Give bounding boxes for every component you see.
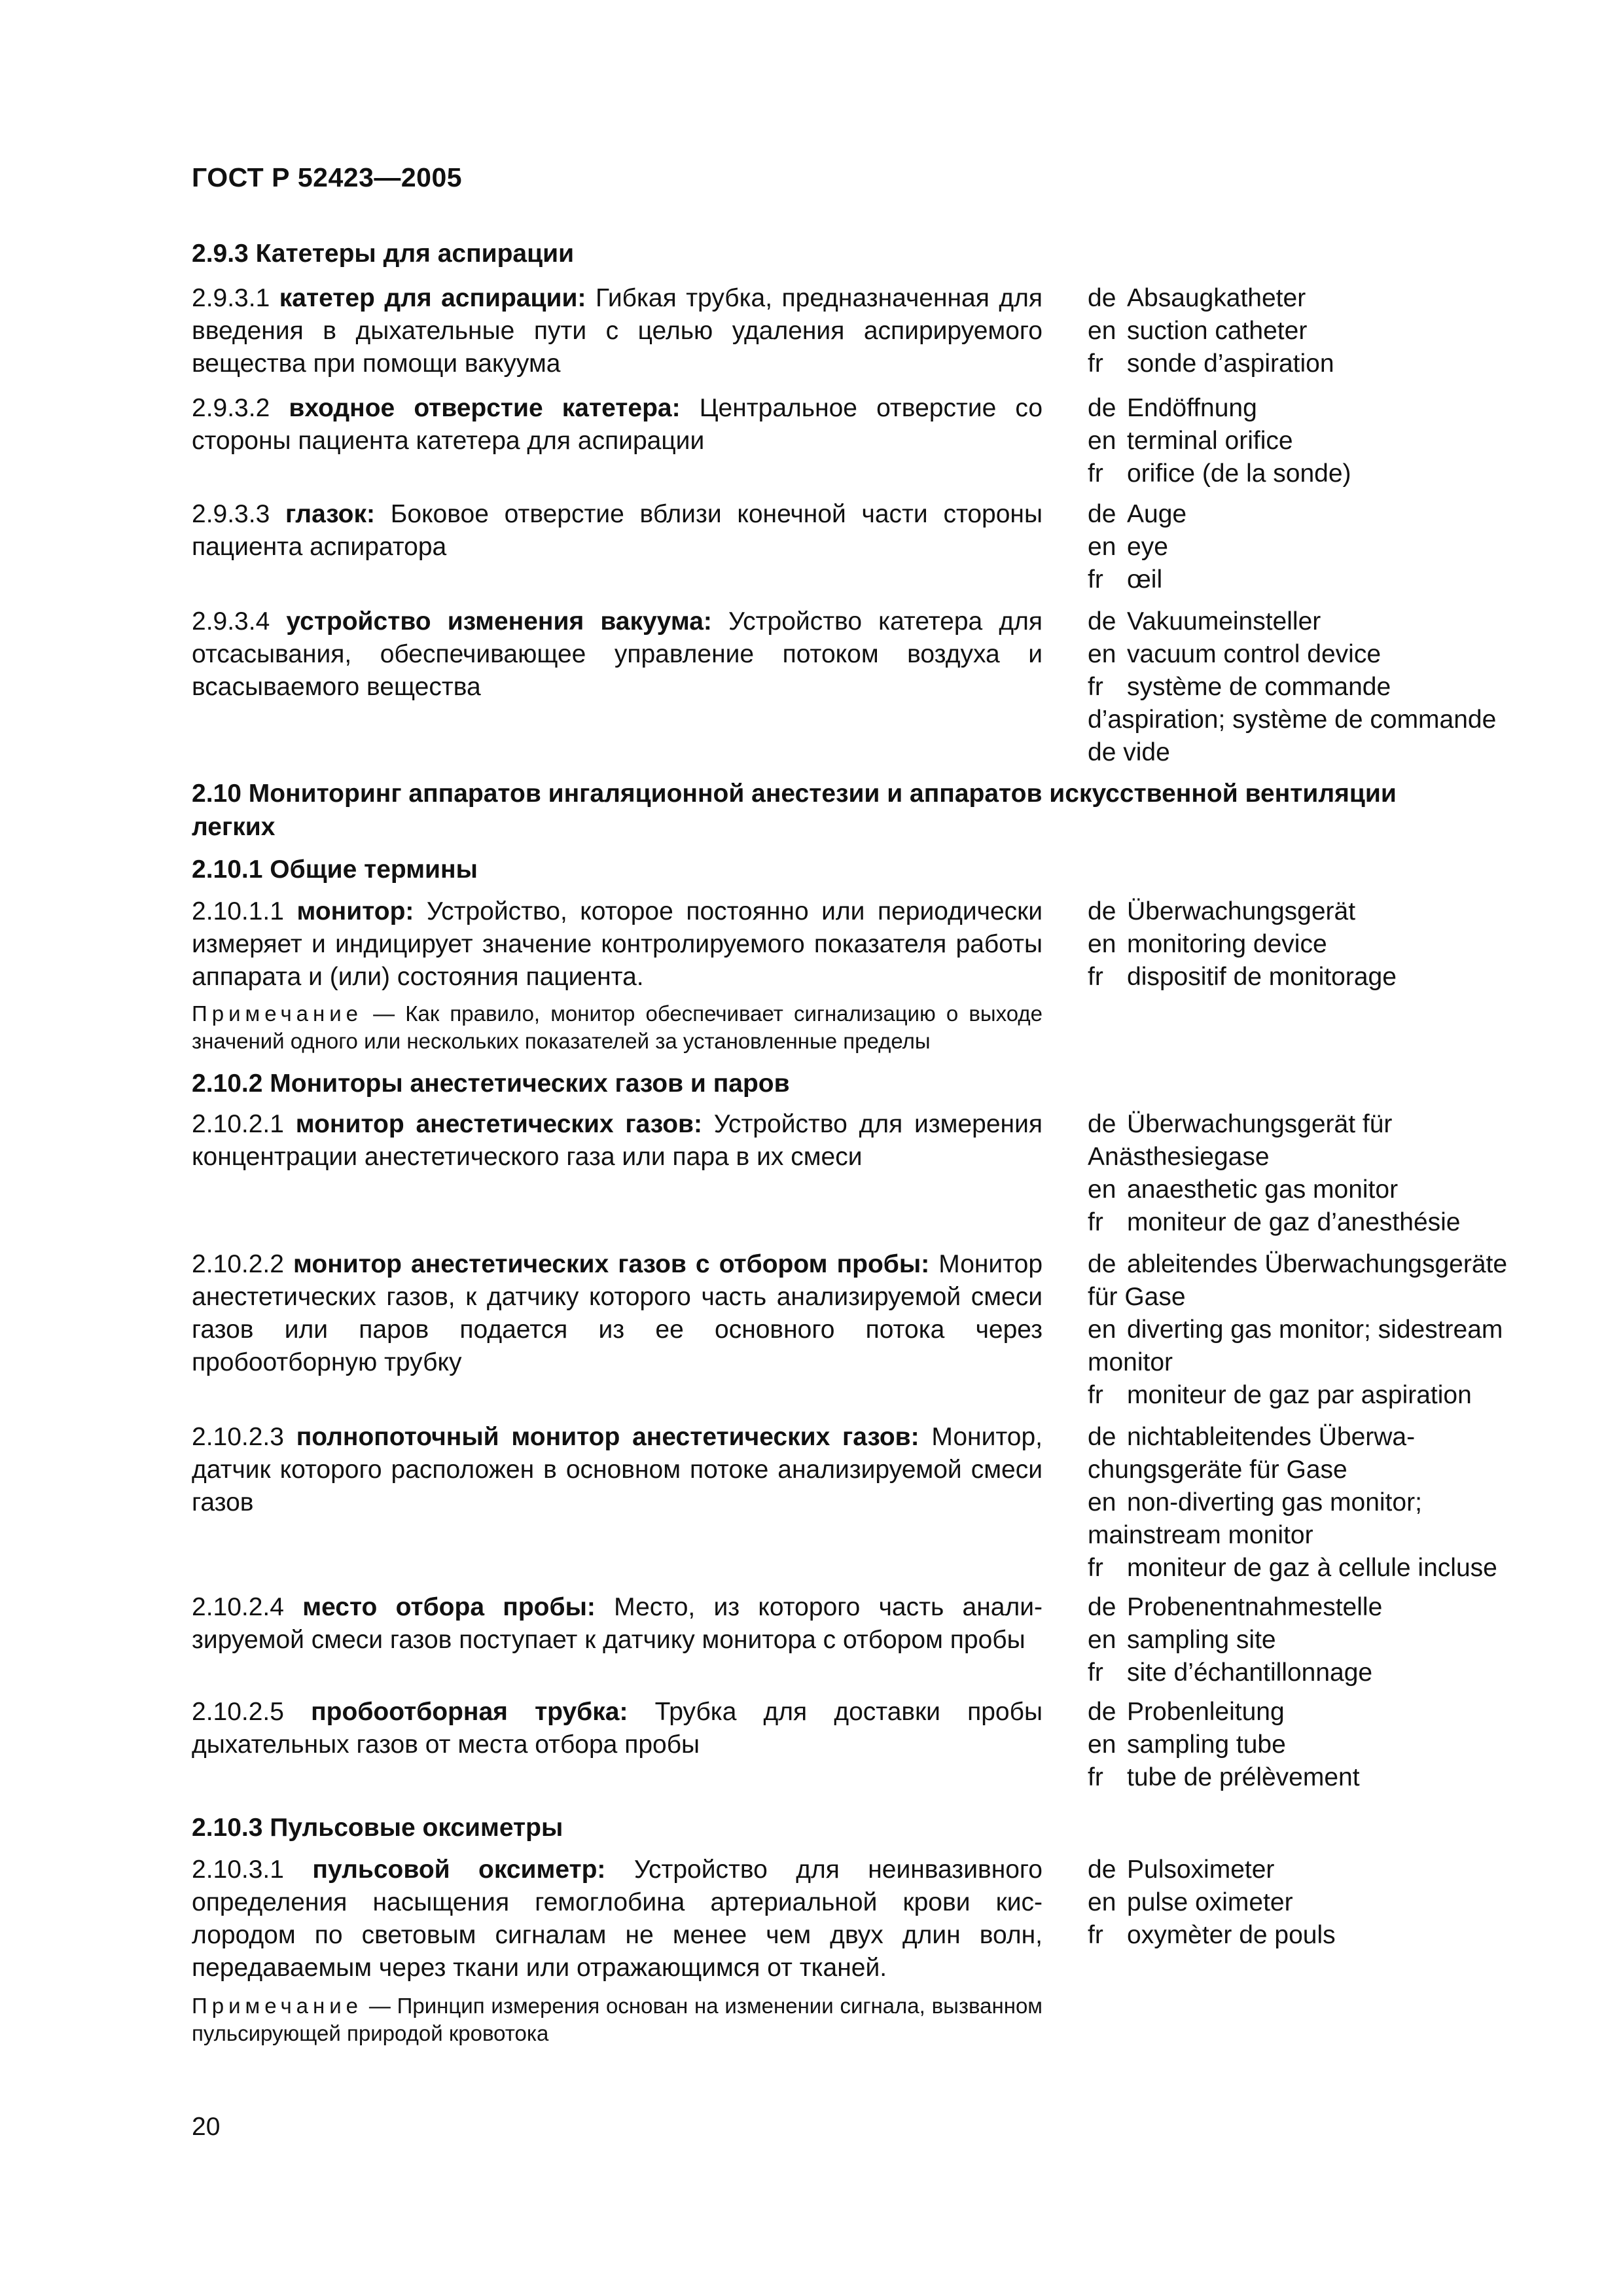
equivalent-line	[1088, 1141, 1539, 1174]
language-code: fr	[1088, 1921, 1103, 1949]
language-code: en	[1088, 1626, 1116, 1654]
document-body	[192, 237, 1540, 2047]
note-text: — Принцип измерения основан на изменении сигнала, вызванном пульсирующей природой кровотока	[192, 1994, 1043, 2045]
equivalent-term: Endöffnung	[1127, 394, 1257, 422]
language-code: de	[1088, 394, 1116, 422]
equivalent-line	[1088, 1281, 1539, 1314]
equivalent-term: site d’échantillonnage	[1127, 1659, 1373, 1687]
equivalent-line	[1088, 282, 1539, 315]
definition-text: Место, из которого часть анализируемой смеси газов поступает к датчику монитора с отбором пробы	[192, 1593, 1043, 1654]
language-code: fr	[1088, 673, 1103, 701]
equivalent-term: diverting gas monitor; sidestream	[1127, 1316, 1503, 1344]
term-entry	[192, 392, 1540, 490]
equivalent-term: sampling site	[1127, 1626, 1276, 1654]
equivalent-line	[1088, 1591, 1539, 1624]
equivalent-term: suction catheter	[1127, 317, 1308, 345]
equivalent-line	[1088, 736, 1539, 769]
document-header: ГОСТ Р 52423—2005	[192, 162, 463, 192]
term-entry	[192, 282, 1540, 380]
foreign-equivalents	[1088, 895, 1539, 994]
term-name: пульсовой оксиметр:	[312, 1856, 606, 1884]
equivalent-line	[1088, 1454, 1539, 1486]
term-number: 2.9.3.4	[192, 607, 270, 636]
equivalent-line	[1088, 1854, 1539, 1886]
term-entry	[192, 605, 1540, 769]
equivalent-term: sonde d’aspiration	[1127, 350, 1334, 378]
equivalent-line	[1088, 392, 1539, 425]
term-entry	[192, 1696, 1540, 1794]
equivalent-term: mainstream monitor	[1088, 1521, 1313, 1549]
equivalent-line	[1088, 1552, 1539, 1585]
equivalent-line	[1088, 1174, 1539, 1206]
note-label: Примечание	[192, 1994, 363, 2018]
language-code: en	[1088, 1888, 1116, 1916]
equivalent-line	[1088, 1206, 1539, 1239]
equivalent-line	[1088, 605, 1539, 638]
term-name: монитор анестетических газов:	[295, 1110, 702, 1138]
section-heading: 2.10.2 Мониторы анестетических газов и паров	[192, 1069, 790, 1098]
term-definition	[192, 282, 1043, 380]
equivalent-term: monitoring device	[1127, 930, 1327, 958]
term-definition	[192, 1591, 1043, 1657]
equivalent-line	[1088, 961, 1539, 994]
term-entry	[192, 895, 1540, 994]
language-code: de	[1088, 1856, 1116, 1884]
page-number: 20	[192, 2113, 221, 2141]
definition-text: Боковое отверстие вблизи конечной части стороны пациента аспиратора	[192, 500, 1043, 561]
language-code: de	[1088, 1593, 1116, 1621]
language-code: en	[1088, 640, 1116, 668]
term-number: 2.10.2.4	[192, 1593, 284, 1621]
equivalent-term: moniteur de gaz à cellule incluse	[1127, 1554, 1497, 1582]
equivalent-term: Absaugkatheter	[1127, 284, 1306, 312]
foreign-equivalents	[1088, 1248, 1539, 1412]
equivalent-term: anaesthetic gas monitor	[1127, 1175, 1399, 1204]
equivalent-line	[1088, 1919, 1539, 1952]
language-code: de	[1088, 1698, 1116, 1726]
foreign-equivalents	[1088, 282, 1539, 380]
equivalent-line	[1088, 895, 1539, 928]
language-code: en	[1088, 533, 1116, 561]
language-code: fr	[1088, 1554, 1103, 1582]
equivalent-term: Probenleitung	[1127, 1698, 1285, 1726]
term-entry	[192, 498, 1540, 596]
language-code: fr	[1088, 1208, 1103, 1236]
definition-text: Устройство для неинвазивного определения насыщения гемоглобина артериальной крови кислородом по световым сигналам не менее чем двух длин волн, передаваемым через ткани или отражающимся от тканей.	[192, 1856, 1043, 1982]
equivalent-term: moniteur de gaz par aspiration	[1127, 1381, 1472, 1409]
definition-text: Монитор анестетических газов, к датчику которого часть анализируемой смеси газов или паров подается из ее основного потока через пробоотборную трубку	[192, 1250, 1043, 1376]
term-name: устройство изменения вакуума:	[286, 607, 712, 636]
equivalent-term: nichtableitendes Überwa-	[1127, 1423, 1416, 1451]
equivalent-term: Überwachungsgerät	[1127, 897, 1356, 925]
equivalent-line	[1088, 315, 1539, 348]
language-code: fr	[1088, 350, 1103, 378]
language-code: fr	[1088, 459, 1103, 488]
language-code: en	[1088, 1316, 1116, 1344]
definition-text: Гибкая трубка, предназначенная для введения в дыхательные пути с целью удаления аспирируемого вещества при помощи вакуума	[192, 284, 1043, 378]
equivalent-line	[1088, 1696, 1539, 1729]
term-number: 2.10.2.5	[192, 1698, 284, 1726]
equivalent-term: moniteur de gaz d’anesthésie	[1127, 1208, 1461, 1236]
equivalent-line	[1088, 1486, 1539, 1519]
equivalent-term: Auge	[1127, 500, 1187, 528]
equivalent-line	[1088, 457, 1539, 490]
equivalent-term: monitor	[1088, 1348, 1173, 1376]
term-definition	[192, 605, 1043, 704]
language-code: fr	[1088, 1659, 1103, 1687]
equivalent-line	[1088, 531, 1539, 564]
foreign-equivalents	[1088, 498, 1539, 596]
equivalent-term: Probenentnahmestelle	[1127, 1593, 1383, 1621]
term-entry	[192, 1591, 1540, 1689]
term-name: монитор анестетических газов с отбором пробы:	[293, 1250, 930, 1278]
equivalent-term: sampling tube	[1127, 1731, 1286, 1759]
term-number: 2.10.2.3	[192, 1423, 284, 1451]
equivalent-line	[1088, 348, 1539, 380]
equivalent-term: terminal orifice	[1127, 427, 1293, 455]
language-code: de	[1088, 1110, 1116, 1138]
language-code: de	[1088, 1423, 1116, 1451]
language-code: en	[1088, 1731, 1116, 1759]
equivalent-term: système de commande	[1127, 673, 1391, 701]
language-code: de	[1088, 897, 1116, 925]
language-code: en	[1088, 930, 1116, 958]
equivalent-line	[1088, 1314, 1539, 1346]
equivalent-line	[1088, 498, 1539, 531]
term-definition	[192, 1248, 1043, 1379]
equivalent-line	[1088, 1624, 1539, 1657]
equivalent-line	[1088, 1421, 1539, 1454]
equivalent-line	[1088, 1248, 1539, 1281]
term-number: 2.10.2.1	[192, 1110, 284, 1138]
foreign-equivalents	[1088, 1696, 1539, 1794]
term-definition	[192, 392, 1043, 457]
equivalent-line	[1088, 704, 1539, 736]
definition-text: Центральное отверстие со стороны пациента катетера для аспирации	[192, 394, 1043, 455]
term-definition	[192, 1854, 1043, 1984]
section-heading: 2.10.3 Пульсовые оксиметры	[192, 1814, 563, 1842]
language-code: de	[1088, 284, 1116, 312]
language-code: de	[1088, 607, 1116, 636]
equivalent-line	[1088, 1729, 1539, 1761]
note-text: — Как правило, монитор обеспечивает сигнализацию о выходе значений одного или нескольких показателей за установленные пределы	[192, 1001, 1043, 1053]
section-heading: 2.10 Мониторинг аппаратов ингаляционной анестезии и аппаратов искусственной вентиляции легких	[192, 780, 1397, 841]
language-code: en	[1088, 427, 1116, 455]
equivalent-term: für Gase	[1088, 1283, 1186, 1311]
term-name: пробоотборная трубка:	[311, 1698, 628, 1726]
term-name: монитор:	[296, 897, 414, 925]
term-number: 2.10.3.1	[192, 1856, 284, 1884]
equivalent-term: ableitendes Überwachungsgeräte	[1127, 1250, 1508, 1278]
equivalent-term: d’aspiration; système de commande	[1088, 706, 1497, 734]
term-name: место отбора пробы:	[302, 1593, 596, 1621]
term-entry	[192, 1108, 1540, 1239]
term-definition	[192, 498, 1043, 564]
term-definition	[192, 895, 1043, 994]
equivalent-line	[1088, 1761, 1539, 1794]
term-definition	[192, 1696, 1043, 1761]
language-code: en	[1088, 1488, 1116, 1516]
term-name: входное отверстие катетера:	[289, 394, 681, 422]
equivalent-term: orifice (de la sonde)	[1127, 459, 1351, 488]
note	[192, 1992, 1043, 2047]
foreign-equivalents	[1088, 1591, 1539, 1689]
equivalent-term: pulse oximeter	[1127, 1888, 1293, 1916]
term-number: 2.10.2.2	[192, 1250, 284, 1278]
term-entry	[192, 1854, 1540, 1984]
language-code: en	[1088, 317, 1116, 345]
equivalent-term: Anästhesiegase	[1088, 1143, 1270, 1171]
equivalent-line	[1088, 671, 1539, 704]
term-entry	[192, 1421, 1540, 1585]
equivalent-line	[1088, 1346, 1539, 1379]
definition-text: Устройство катетера для отсасывания, обеспечивающее управление потоком воздуха и всасываемого вещества	[192, 607, 1043, 701]
equivalent-line	[1088, 1519, 1539, 1552]
equivalent-line	[1088, 1108, 1539, 1141]
section-heading: 2.10.1 Общие термины	[192, 855, 478, 884]
equivalent-term: non-diverting gas monitor;	[1127, 1488, 1422, 1516]
term-name: глазок:	[285, 500, 375, 528]
foreign-equivalents	[1088, 1108, 1539, 1239]
language-code: fr	[1088, 565, 1103, 594]
equivalent-term: tube de prélèvement	[1127, 1763, 1360, 1791]
term-definition	[192, 1108, 1043, 1174]
term-definition	[192, 1421, 1043, 1519]
equivalent-term: œil	[1127, 565, 1163, 594]
language-code: de	[1088, 500, 1116, 528]
language-code: fr	[1088, 963, 1103, 991]
equivalent-line	[1088, 1379, 1539, 1412]
foreign-equivalents	[1088, 392, 1539, 490]
note	[192, 1000, 1043, 1055]
foreign-equivalents	[1088, 1421, 1539, 1585]
equivalent-line	[1088, 638, 1539, 671]
equivalent-line	[1088, 1657, 1539, 1689]
term-number: 2.9.3.1	[192, 284, 270, 312]
equivalent-term: chungsgeräte für Gase	[1088, 1456, 1347, 1484]
definition-text: Устройство для измерения концентрации анестетического газа или пара в их смеси	[192, 1110, 1043, 1171]
equivalent-term: eye	[1127, 533, 1168, 561]
term-name: катетер для аспирации:	[279, 284, 586, 312]
equivalent-line	[1088, 928, 1539, 961]
section-heading: 2.9.3 Катетеры для аспирации	[192, 240, 575, 268]
term-number: 2.9.3.2	[192, 394, 270, 422]
equivalent-term: Überwachungsgerät für	[1127, 1110, 1393, 1138]
equivalent-term: Pulsoximeter	[1127, 1856, 1275, 1884]
equivalent-term: de vide	[1088, 738, 1170, 766]
foreign-equivalents	[1088, 605, 1539, 769]
language-code: fr	[1088, 1381, 1103, 1409]
equivalent-line	[1088, 564, 1539, 596]
definition-text: Устройство, которое постоянно или периодически измеряет и индицирует значение контролируемого показателя работы аппарата и (или) состояния пациента.	[192, 897, 1043, 991]
definition-text: Трубка для доставки пробы дыхательных газов от места отбора пробы	[192, 1698, 1043, 1759]
foreign-equivalents	[1088, 1854, 1539, 1952]
equivalent-term: oxymèter de pouls	[1127, 1921, 1336, 1949]
language-code: en	[1088, 1175, 1116, 1204]
definition-text: Монитор, датчик которого расположен в основном потоке анализируемой смеси газов	[192, 1423, 1043, 1516]
language-code: fr	[1088, 1763, 1103, 1791]
note-label: Примечание	[192, 1001, 363, 1026]
term-number: 2.9.3.3	[192, 500, 270, 528]
equivalent-line	[1088, 1886, 1539, 1919]
equivalent-term: dispositif de monitorage	[1127, 963, 1397, 991]
term-number: 2.10.1.1	[192, 897, 284, 925]
term-name: полнопоточный монитор анестетических газов:	[296, 1423, 919, 1451]
equivalent-term: Vakuumeinsteller	[1127, 607, 1321, 636]
equivalent-term: vacuum control device	[1127, 640, 1382, 668]
term-entry	[192, 1248, 1540, 1412]
equivalent-line	[1088, 425, 1539, 457]
language-code: de	[1088, 1250, 1116, 1278]
